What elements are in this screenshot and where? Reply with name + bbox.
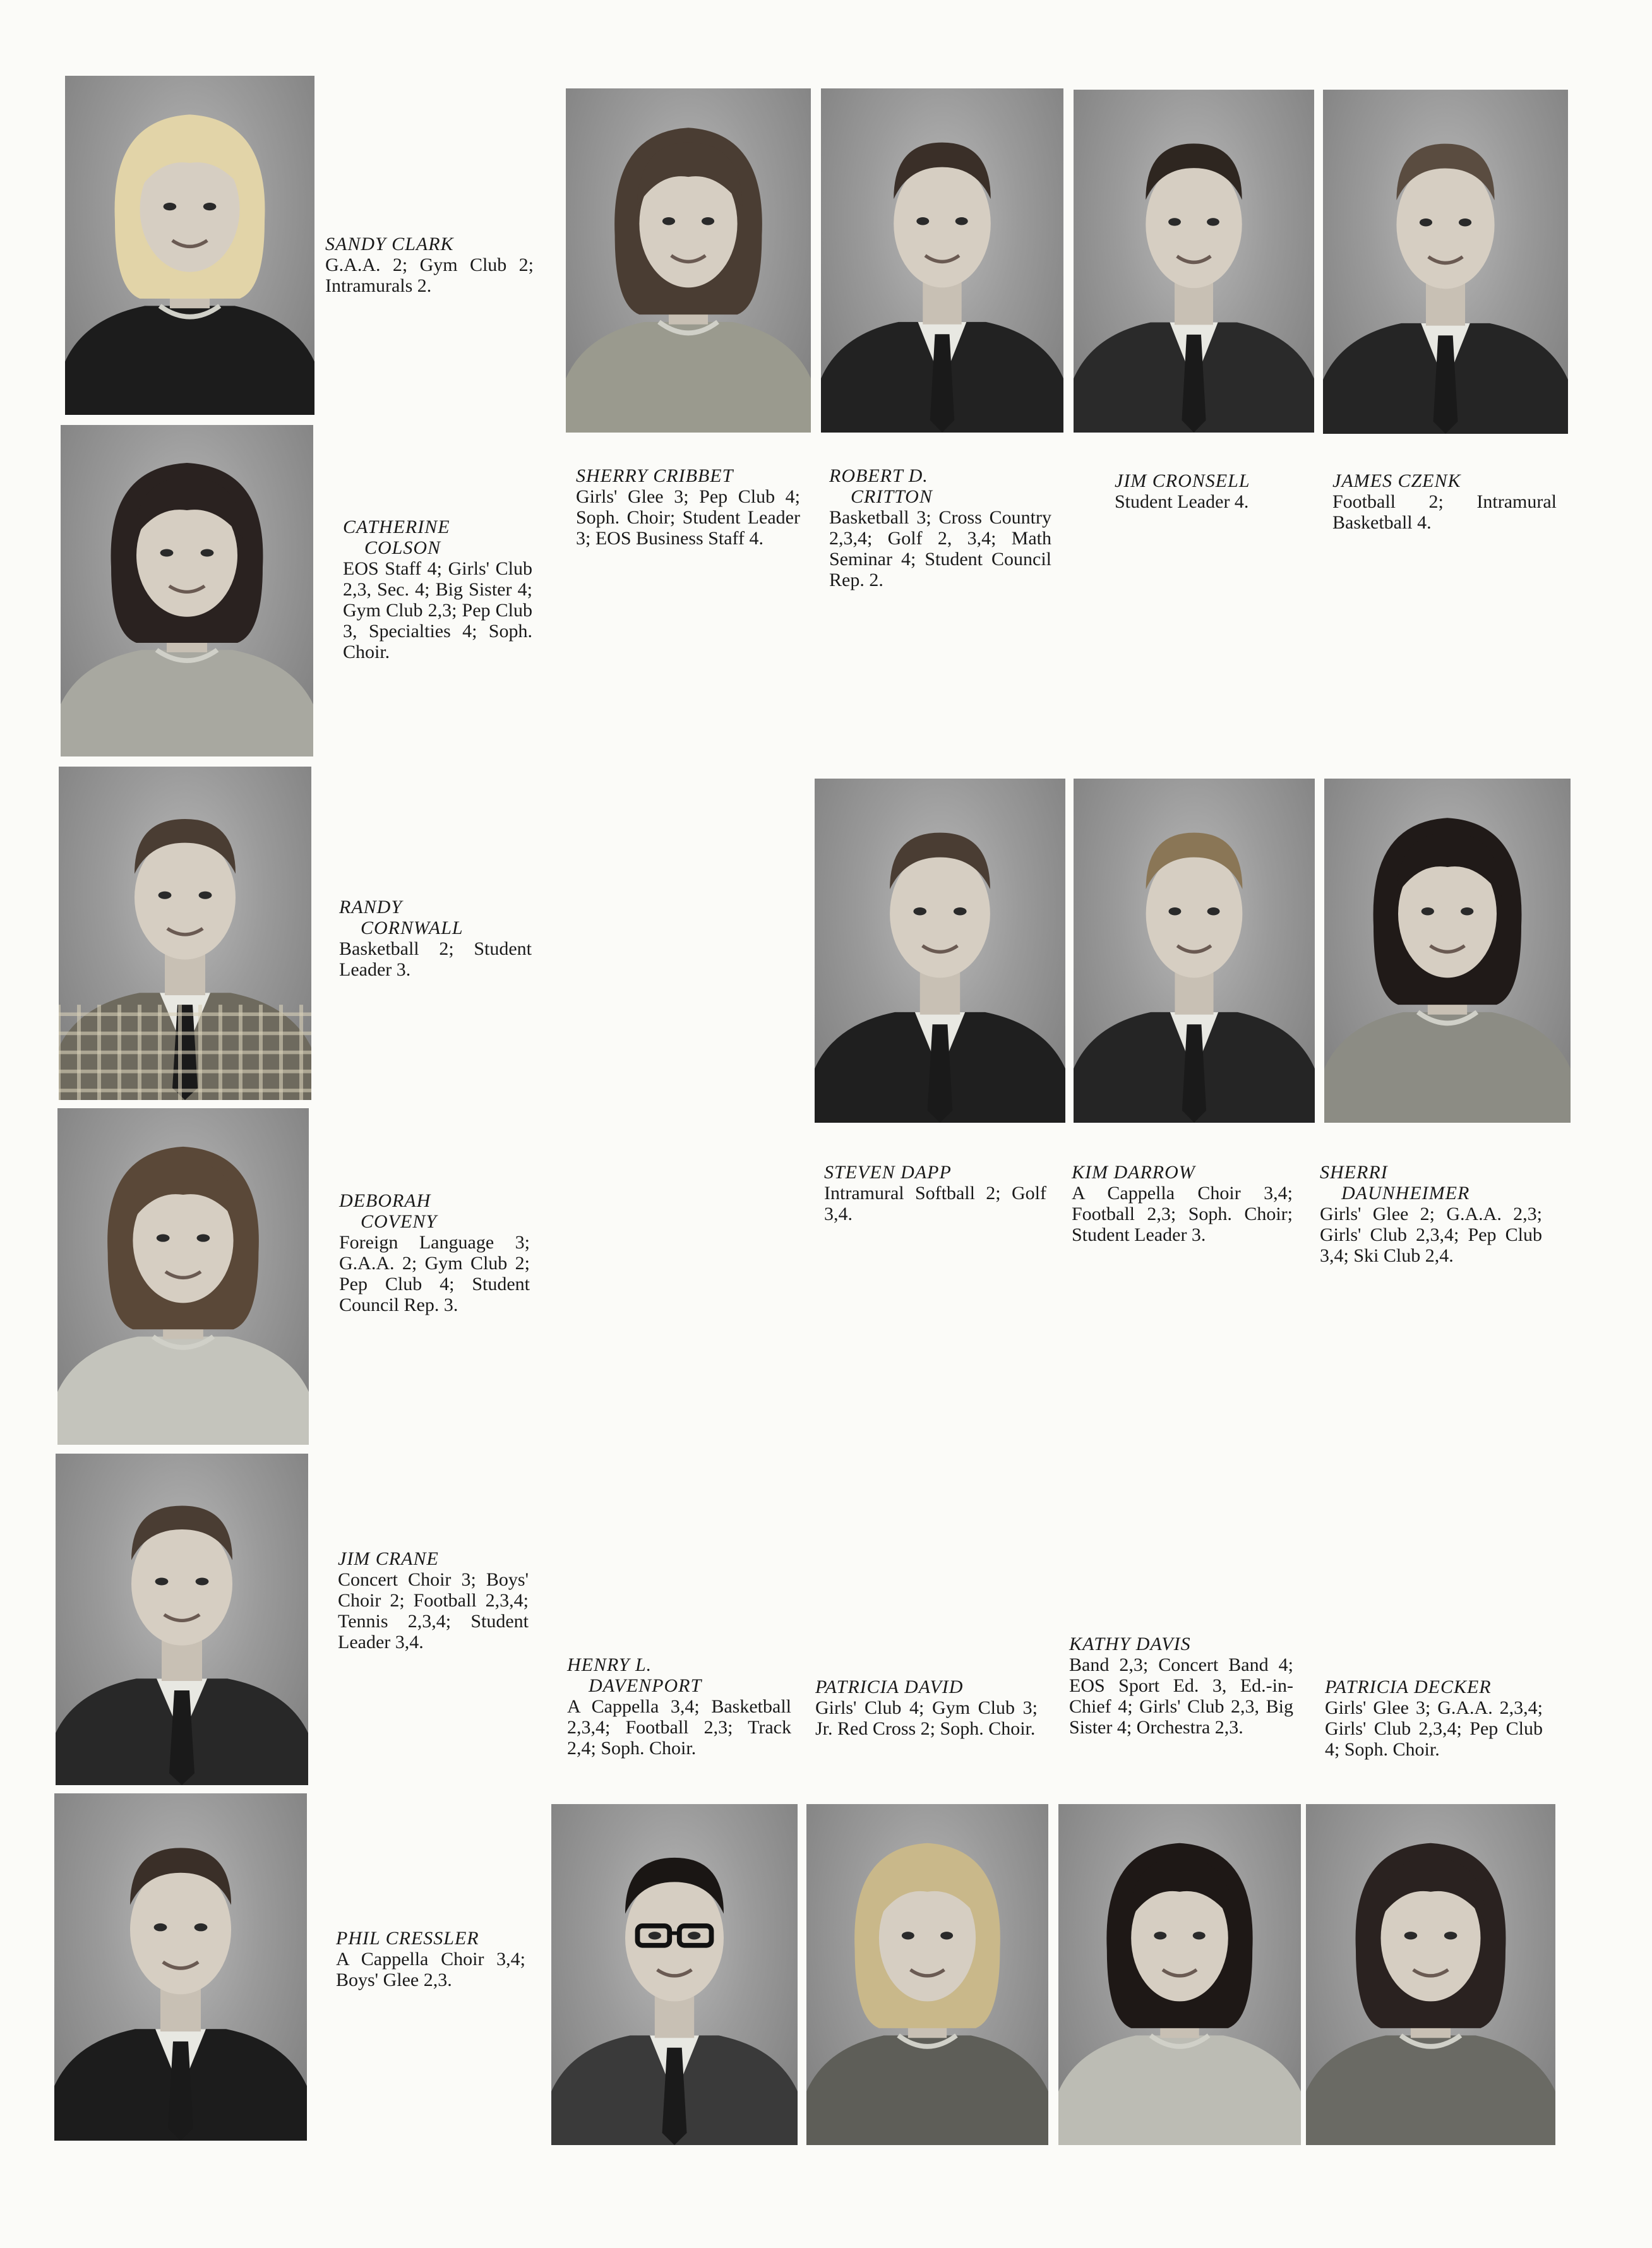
portrait-silhouette bbox=[1323, 90, 1568, 434]
portrait-silhouette bbox=[1074, 90, 1314, 433]
student-activities: Band 2,3; Concert Band 4; EOS Sport Ed. 3, Ed.-in-Chief 4; Girls' Club 2,3, Big Sister 4; Orchestra 2,3. bbox=[1069, 1654, 1293, 1738]
portrait-jim-crane bbox=[56, 1454, 308, 1785]
student-name bbox=[338, 1548, 529, 1569]
student-name bbox=[824, 1162, 1046, 1183]
student-name bbox=[1072, 1162, 1293, 1183]
portrait-jim-cronsell bbox=[1074, 90, 1314, 433]
portrait-silhouette bbox=[815, 779, 1065, 1123]
portrait-patricia-decker bbox=[1306, 1804, 1555, 2145]
portrait-silhouette bbox=[56, 1454, 308, 1785]
portrait-deborah-coveny bbox=[57, 1108, 309, 1445]
caption-jim-crane bbox=[338, 1548, 529, 1653]
student-name bbox=[815, 1677, 1038, 1697]
name-line-2: DAVENPORT bbox=[589, 1675, 702, 1696]
portrait-kathy-davis bbox=[1058, 1804, 1301, 2145]
caption-kathy-davis bbox=[1069, 1634, 1293, 1738]
portrait-kim-darrow bbox=[1074, 779, 1315, 1123]
portrait-silhouette bbox=[65, 76, 314, 415]
portrait-robert-critton bbox=[821, 88, 1063, 433]
portrait-steven-dapp bbox=[815, 779, 1065, 1123]
student-name bbox=[567, 1654, 791, 1696]
student-name bbox=[343, 517, 532, 558]
caption-jim-cronsell bbox=[1115, 470, 1310, 512]
portrait-silhouette bbox=[806, 1804, 1048, 2145]
portrait-silhouette bbox=[1074, 779, 1315, 1123]
caption-deborah-coveny bbox=[339, 1190, 530, 1315]
student-activities: Girls' Glee 2; G.A.A. 2,3; Girls' Club 2,3,4; Pep Club 3,4; Ski Club 2,4. bbox=[1320, 1204, 1542, 1266]
portrait-silhouette bbox=[1324, 779, 1571, 1123]
name-line-1: DEBORAH bbox=[339, 1190, 431, 1211]
student-name bbox=[1320, 1162, 1542, 1204]
caption-randy-cornwall bbox=[339, 897, 532, 980]
name-line-1: STEVEN DAPP bbox=[824, 1162, 952, 1183]
name-line-2: CRITTON bbox=[851, 486, 933, 507]
caption-phil-cressler bbox=[336, 1928, 525, 1990]
portrait-silhouette bbox=[1306, 1804, 1555, 2145]
portrait-phil-cressler bbox=[54, 1793, 307, 2141]
name-line-1: HENRY L. bbox=[567, 1654, 652, 1675]
caption-catherine-colson bbox=[343, 517, 532, 662]
portrait-randy-cornwall bbox=[59, 767, 311, 1100]
caption-kim-darrow bbox=[1072, 1162, 1293, 1245]
student-activities: Girls' Glee 3; Pep Club 4; Soph. Choir; Student Leader 3; EOS Business Staff 4. bbox=[576, 486, 800, 549]
portrait-james-czenk bbox=[1323, 90, 1568, 434]
student-name bbox=[339, 1190, 530, 1232]
name-line-1: PHIL CRESSLER bbox=[336, 1928, 479, 1949]
portrait-silhouette bbox=[1058, 1804, 1301, 2145]
name-line-1: SHERRI bbox=[1320, 1162, 1388, 1183]
name-line-1: RANDY bbox=[339, 897, 403, 918]
student-activities: Intramural Softball 2; Golf 3,4. bbox=[824, 1183, 1046, 1224]
name-line-1: KIM DARROW bbox=[1072, 1162, 1195, 1183]
name-line-1: JAMES CZENK bbox=[1332, 470, 1461, 491]
portrait-catherine-colson bbox=[61, 425, 313, 756]
name-line-2: CORNWALL bbox=[361, 918, 464, 938]
student-activities: A Cappella Choir 3,4; Football 2,3; Soph. Choir; Student Leader 3. bbox=[1072, 1183, 1293, 1245]
student-name bbox=[1115, 470, 1310, 491]
portrait-silhouette bbox=[551, 1804, 798, 2145]
name-line-1: ROBERT D. bbox=[829, 465, 928, 486]
student-name bbox=[336, 1928, 525, 1949]
name-line-2: DAUNHEIMER bbox=[1341, 1183, 1470, 1204]
portrait-silhouette bbox=[566, 88, 811, 433]
name-line-2: COLSON bbox=[364, 537, 441, 558]
student-name bbox=[1332, 470, 1557, 491]
student-activities: G.A.A. 2; Gym Club 2; Intramurals 2. bbox=[325, 254, 534, 296]
student-name bbox=[1325, 1677, 1543, 1697]
name-line-1: PATRICIA DAVID bbox=[815, 1677, 964, 1697]
caption-steven-dapp bbox=[824, 1162, 1046, 1224]
student-activities: EOS Staff 4; Girls' Club 2,3, Sec. 4; Big Sister 4; Gym Club 2,3; Pep Club 3, Specialties 4; Soph. Choir. bbox=[343, 558, 532, 662]
caption-james-czenk bbox=[1332, 470, 1557, 533]
name-line-2: COVENY bbox=[361, 1211, 438, 1232]
portrait-sherri-daunheimer bbox=[1324, 779, 1571, 1123]
student-activities: Foreign Language 3; G.A.A. 2; Gym Club 2; Pep Club 4; Student Council Rep. 3. bbox=[339, 1232, 530, 1315]
student-activities: Football 2; Intramural Basketball 4. bbox=[1332, 491, 1557, 533]
caption-robert-critton bbox=[829, 465, 1051, 590]
portrait-sandy-clark bbox=[65, 76, 314, 415]
name-line-1: JIM CRONSELL bbox=[1115, 470, 1250, 491]
student-name bbox=[576, 465, 800, 486]
portrait-silhouette bbox=[59, 767, 311, 1100]
student-name bbox=[339, 897, 532, 938]
portrait-silhouette bbox=[54, 1793, 307, 2141]
student-name bbox=[1069, 1634, 1293, 1654]
name-line-1: CATHERINE bbox=[343, 517, 450, 537]
portrait-silhouette bbox=[821, 88, 1063, 433]
student-name bbox=[325, 234, 534, 254]
student-activities: A Cappella 3,4; Basketball 2,3,4; Football 2,3; Track 2,4; Soph. Choir. bbox=[567, 1696, 791, 1759]
caption-sandy-clark bbox=[325, 234, 534, 296]
portrait-henry-davenport bbox=[551, 1804, 798, 2145]
student-name bbox=[829, 465, 1051, 507]
name-line-1: SANDY CLARK bbox=[325, 234, 454, 254]
caption-patricia-decker bbox=[1325, 1677, 1543, 1760]
portrait-patricia-david bbox=[806, 1804, 1048, 2145]
portrait-sherry-cribbet bbox=[566, 88, 811, 433]
portrait-silhouette bbox=[57, 1108, 309, 1445]
caption-sherri-daunheimer bbox=[1320, 1162, 1542, 1266]
name-line-1: SHERRY CRIBBET bbox=[576, 465, 734, 486]
student-activities: A Cappella Choir 3,4; Boys' Glee 2,3. bbox=[336, 1949, 525, 1990]
portrait-silhouette bbox=[61, 425, 313, 756]
student-activities: Basketball 2; Student Leader 3. bbox=[339, 938, 532, 980]
student-activities: Girls' Glee 3; G.A.A. 2,3,4; Girls' Club 2,3,4; Pep Club 4; Soph. Choir. bbox=[1325, 1697, 1543, 1760]
student-activities: Girls' Club 4; Gym Club 3; Jr. Red Cross 2; Soph. Choir. bbox=[815, 1697, 1038, 1739]
caption-henry-davenport bbox=[567, 1654, 791, 1759]
name-line-1: KATHY DAVIS bbox=[1069, 1634, 1191, 1654]
name-line-1: PATRICIA DECKER bbox=[1325, 1677, 1492, 1697]
caption-patricia-david bbox=[815, 1677, 1038, 1739]
student-activities: Basketball 3; Cross Country 2,3,4; Golf 2, 3,4; Math Seminar 4; Student Council Rep. 2. bbox=[829, 507, 1051, 590]
name-line-1: JIM CRANE bbox=[338, 1548, 439, 1569]
caption-sherry-cribbet bbox=[576, 465, 800, 549]
student-activities: Student Leader 4. bbox=[1115, 491, 1249, 512]
student-activities: Concert Choir 3; Boys' Choir 2; Football 2,3,4; Tennis 2,3,4; Student Leader 3,4. bbox=[338, 1569, 529, 1653]
